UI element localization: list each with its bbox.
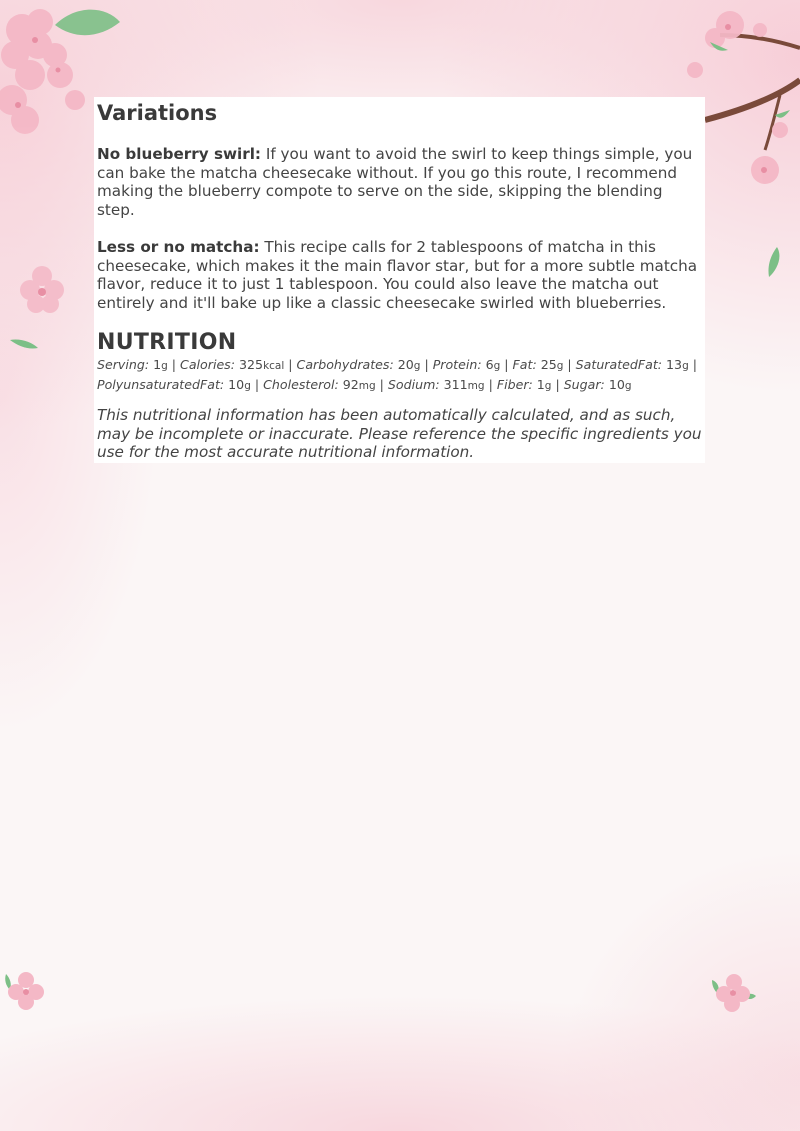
variation-text: If you want to avoid the swirl to keep things simple, you can bake the matcha cheesecake without. If you go this route, I recommend making the blueberry compote to serve on the side, skipping the blending step. (97, 145, 693, 220)
leaf-right-decoration (765, 245, 785, 280)
nutrition-disclaimer: This nutritional information has been automatically calculated, and as such, may be incomplete or inaccurate. Please reference the specific ingredients you use for the most accurate nutritional information. (97, 406, 702, 462)
nutrition-fact: Fat: 25g (512, 357, 564, 372)
nutrition-fact: Sugar: 10g (563, 376, 632, 392)
variation-text: This recipe calls for 2 tablespoons of matcha in this cheesecake, which makes it the main flavor star, but for a more subtle matcha flavor, reduce it to just 1 tablespoon. You could also leave the matcha out entirely and it'll bake up like a classic cheesecake swirled with blueberries. (97, 238, 698, 313)
leaf-left-decoration (8, 336, 40, 352)
nutrition-fact: PolyunsaturatedFat: 10g (97, 376, 251, 392)
variation-item (97, 145, 703, 220)
nutrition-heading: NUTRITION (97, 330, 237, 355)
recipe-notes-panel (94, 97, 705, 463)
nutrition-fact: Sodium: 311mg (387, 376, 485, 392)
nutrition-fact: Carbohydrates: 20g (296, 357, 421, 372)
cherry-blossom-left-decoration (18, 262, 66, 314)
cherry-blossom-bottom-left-decoration (4, 968, 44, 1010)
variation-label: Less or no matcha: (97, 238, 260, 256)
nutrition-fact: Cholesterol: 92mg (263, 376, 376, 392)
nutrition-facts: Serving: 1g | Calories: 325kcal | Carbohydrates: 20g | Protein: 6g | Fat: 25g | SaturatedFat: 13g | PolyunsaturatedFat: 10g | Cholesterol: 92mg | Sodium: 311mg | Fiber: 1g | Sugar: 10g (97, 357, 697, 392)
variations-heading: Variations (97, 101, 218, 125)
nutrition-fact: Fiber: 1g (496, 376, 552, 392)
nutrition-fact: Calories: 325kcal (180, 357, 285, 372)
variation-label: No blueberry swirl: (97, 145, 262, 163)
variation-item (97, 238, 703, 313)
cherry-blossom-bottom-right-decoration (710, 972, 756, 1012)
nutrition-fact: SaturatedFat: 13g (575, 357, 689, 372)
nutrition-fact: Serving: 1g (97, 357, 168, 372)
nutrition-fact: Protein: 6g (432, 357, 501, 372)
